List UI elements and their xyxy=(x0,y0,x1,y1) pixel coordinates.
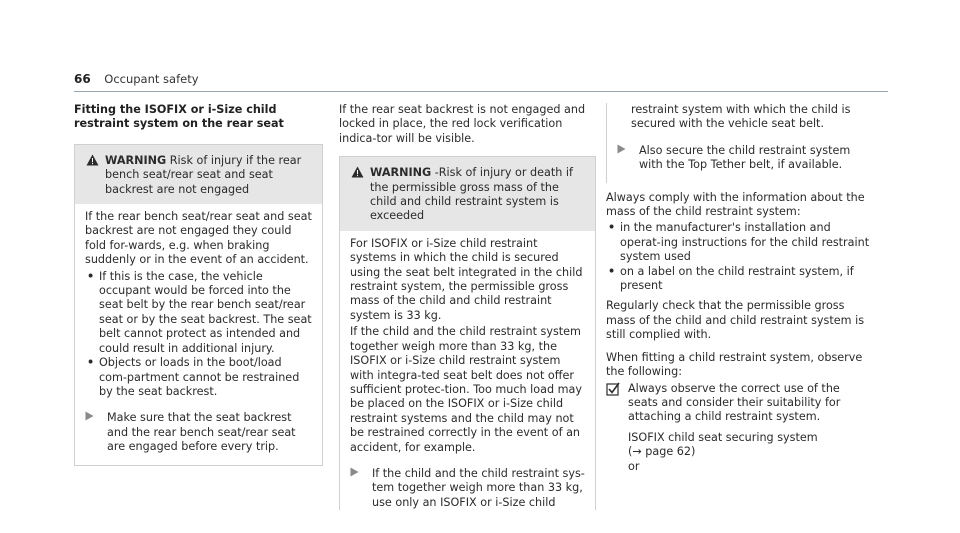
bullet-dot-icon: • xyxy=(608,264,616,278)
action-arrow-icon xyxy=(85,411,97,454)
check-paragraph: Regularly check that the permissible gross mass of the child and child restraint system is still complied with. xyxy=(606,299,865,342)
when-paragraph: When fitting a child restraint system, observe the following: xyxy=(606,350,863,379)
warning-triangle-icon xyxy=(350,166,364,224)
list-item-text: If this is the case, the vehicle occupant would be forced into the seat belt by the rear bench seat/rear seat or by the seat backrest. The seat belt cannot protect as intended and could result in additional injury. xyxy=(99,269,312,355)
list-item xyxy=(85,270,312,356)
info-intro: Always comply with the information about the mass of the child restraint system: xyxy=(606,190,865,219)
action-arrow-icon xyxy=(350,467,362,510)
column-1 xyxy=(74,103,323,466)
list-item xyxy=(606,221,872,264)
column-2 xyxy=(339,103,596,510)
action-step xyxy=(617,144,862,173)
page-header xyxy=(74,72,199,87)
list-item-text: Objects or loads in the boot/load com-partment cannot be restrained by the seat backrest. xyxy=(99,356,300,398)
warning-paragraph: If the child and the child restraint system together weigh more than 33 kg, the ISOFIX or i-Size child restraint system with integra-ted seat belt does not offer sufficient protec-tion. Too much load may be placed on the ISOFIX or i-Size child restraint systems and the child may not be restrained correctly in the event of an accident, for example. xyxy=(350,325,583,454)
warning-continuation xyxy=(606,103,872,183)
page-reference-link[interactable]: (→ page 62) xyxy=(628,445,696,459)
warning-title: WARNING xyxy=(105,153,167,167)
warning-paragraph: If the rear bench seat/rear seat and seat backrest are not engaged they could fold for-wards, e.g. when braking suddenly or in the event of an accident. xyxy=(85,210,312,267)
section-title: Occupant safety xyxy=(104,72,199,86)
info-bullets xyxy=(606,221,872,293)
action-text: Also secure the child restraint system with the Top Tether belt, if available. xyxy=(639,143,851,172)
list-item-text: in the manufacturer's installation and operat-ing instructions for the child restraint system used xyxy=(620,221,870,264)
action-step xyxy=(350,467,585,510)
column-3 xyxy=(606,103,872,474)
warning-paragraph: For ISOFIX or i-Size child restraint systems in which the child is secured using the seat belt integrated in the child restraint system, the permissible gross mass of the child and child restraint system is 33 kg. xyxy=(350,236,583,322)
bullet-dot-icon: • xyxy=(87,269,95,283)
bullet-dot-icon: • xyxy=(87,356,95,370)
warning-head-text xyxy=(370,166,585,224)
or-text: or xyxy=(628,459,640,473)
warning-title: WARNING xyxy=(370,166,432,180)
list-item-text: on a label on the child restraint system, if present xyxy=(620,264,854,293)
warning-box xyxy=(74,144,323,466)
warning-head-text xyxy=(105,154,312,197)
checklist-text: Always observe the correct use of the seats and consider their suitability for attaching a child restraint system. xyxy=(628,381,841,424)
action-text-continued: restraint system with which the child is secured with the vehicle seat belt. xyxy=(631,103,851,131)
list-item xyxy=(85,356,312,399)
bullet-dot-icon: • xyxy=(608,221,616,235)
section-heading: Fitting the ISOFIX or i-Size child restraint system on the rear seat xyxy=(74,103,284,131)
warning-body xyxy=(75,204,322,465)
list-item xyxy=(606,265,872,294)
action-arrow-icon xyxy=(617,144,629,173)
isofix-label: ISOFIX child seat securing system xyxy=(628,430,818,444)
warning-header xyxy=(340,157,595,231)
checkbox-checked-icon xyxy=(606,382,622,425)
intro-paragraph: If the rear seat backrest is not engaged and locked in place, the red lock verification indica-tor will be visible. xyxy=(339,103,586,145)
warning-bullets xyxy=(85,270,312,400)
warning-triangle-icon xyxy=(85,154,99,197)
warning-header xyxy=(75,145,322,204)
action-text: If the child and the child restraint sys-tem together weigh more than 33 kg, use only an ISOFIX or i-Size child xyxy=(372,466,585,509)
header-rule xyxy=(74,91,888,92)
action-text: Make sure that the seat backrest and the rear bench seat/rear seat are engaged before every trip. xyxy=(107,411,296,454)
warning-lead: -Risk of injury or death if the permissible gross mass of the child and child restraint system is exceeded xyxy=(370,166,573,223)
warning-lead: Risk of injury if the rear bench seat/rear seat and seat backrest are not engaged xyxy=(105,153,302,196)
checklist-item xyxy=(606,382,872,425)
warning-box xyxy=(339,156,596,510)
action-step xyxy=(85,411,312,454)
warning-body xyxy=(340,231,595,510)
page-number: 66 xyxy=(74,72,91,86)
